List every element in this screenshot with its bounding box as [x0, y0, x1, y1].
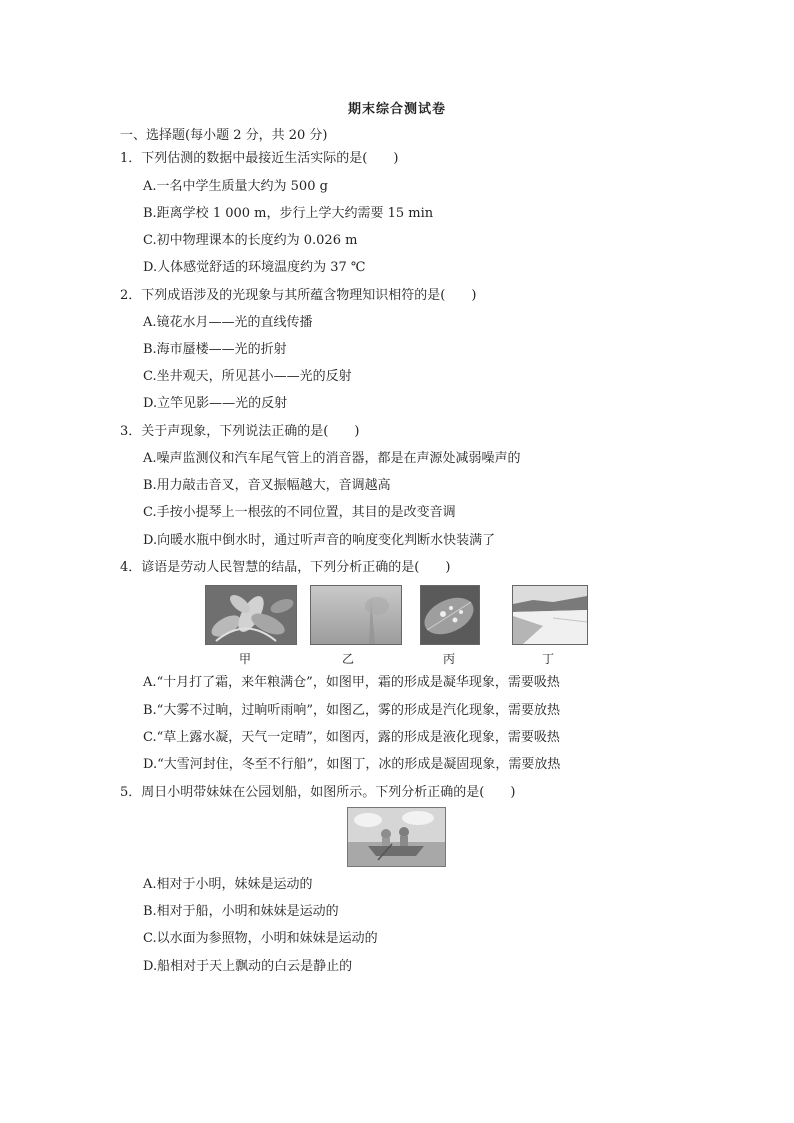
question-5-option-c[interactable]: C.以水面为参照物，小明和妹妹是运动的: [143, 931, 378, 946]
question-2-option-c[interactable]: C.坐井观天，所见甚小——光的反射: [143, 369, 352, 384]
question-2-stem: 2．下列成语涉及的光现象与其所蕴含物理知识相符的是( ): [120, 288, 477, 303]
question-2-option-b[interactable]: B.海市蜃楼——光的折射: [143, 342, 287, 357]
question-5-option-b[interactable]: B.相对于船，小明和妹妹是运动的: [143, 904, 339, 919]
question-1-option-a[interactable]: A.一名中学生质量大约为 500 g: [143, 179, 328, 194]
question-3-stem: 3．关于声现象，下列说法正确的是( ): [120, 424, 360, 439]
question-5-option-d[interactable]: D.船相对于天上飘动的白云是静止的: [143, 959, 353, 974]
question-1-option-b[interactable]: B.距离学校 1 000 m，步行上学大约需要 15 min: [143, 206, 434, 221]
question-3-option-d[interactable]: D.向暖水瓶中倒水时，通过听声音的响度变化判断水快装满了: [143, 533, 496, 548]
figure-ice-river-image: [512, 585, 588, 645]
question-4-option-a[interactable]: A.“十月打了霜，来年粮满仓”，如图甲，霜的形成是凝华现象，需要吸热: [143, 675, 560, 690]
figure-frost-image: [205, 585, 297, 645]
question-4-option-b[interactable]: B.“大雾不过晌，过晌听雨响”，如图乙，雾的形成是汽化现象，需要放热: [143, 703, 560, 718]
section-heading: 一、选择题(每小题 2 分，共 20 分): [120, 128, 328, 143]
question-2-option-d[interactable]: D.立竿见影——光的反射: [143, 396, 288, 411]
question-1-stem: 1．下列估测的数据中最接近生活实际的是( ): [120, 151, 399, 166]
question-1-option-d[interactable]: D.人体感觉舒适的环境温度约为 37 ℃: [143, 260, 366, 275]
figure-label-jia: 甲: [238, 652, 251, 666]
question-2-option-a[interactable]: A.镜花水月——光的直线传播: [143, 315, 313, 330]
figure-label-ding: 丁: [541, 652, 554, 666]
figure-dew-image: [420, 585, 480, 645]
question-1-option-c[interactable]: C.初中物理课本的长度约为 0.026 m: [143, 233, 358, 248]
question-4-option-c[interactable]: C.“草上露水凝，天气一定晴”，如图丙，露的形成是液化现象，需要吸热: [143, 730, 560, 745]
figure-label-bing: 丙: [442, 652, 455, 666]
question-4-option-d[interactable]: D.“大雪河封住，冬至不行船”，如图丁，冰的形成是凝固现象，需要放热: [143, 757, 561, 772]
question-3-option-a[interactable]: A.噪声监测仪和汽车尾气管上的消音器，都是在声源处减弱噪声的: [143, 451, 521, 466]
figure-label-yi: 乙: [341, 652, 354, 666]
figure-fog-image: [310, 585, 402, 645]
question-5-stem: 5．周日小明带妹妹在公园划船，如图所示。下列分析正确的是( ): [120, 785, 516, 800]
figure-rowing-boat-image: [347, 807, 446, 867]
question-3-option-b[interactable]: B.用力敲击音叉，音叉振幅越大，音调越高: [143, 478, 391, 493]
question-5-option-a[interactable]: A.相对于小明，妹妹是运动的: [143, 877, 313, 892]
question-3-option-c[interactable]: C.手按小提琴上一根弦的不同位置，其目的是改变音调: [143, 505, 456, 520]
page-title: 期末综合测试卷: [347, 102, 446, 117]
question-4-stem: 4．谚语是劳动人民智慧的结晶，下列分析正确的是( ): [120, 560, 451, 575]
